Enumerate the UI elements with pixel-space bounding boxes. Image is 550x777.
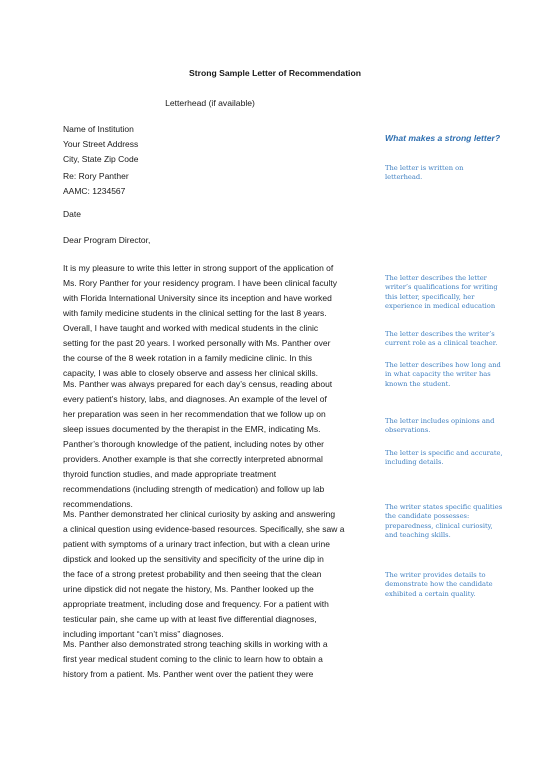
annotation-line: current role as a clinical teacher. <box>385 339 498 348</box>
paragraph-line: history from a patient. Ms. Panther went over the patient they were <box>63 669 314 679</box>
paragraph-line: appropriate treatment, including dose and frequency. For a patient with <box>63 599 329 609</box>
salutation-block <box>63 233 363 248</box>
annotation-line: The writer provides details to <box>385 571 486 579</box>
reference-line: AAMC: 1234567 <box>63 186 126 196</box>
annotation-line: in what capacity the writer has <box>385 370 491 379</box>
annotation-note <box>385 330 525 349</box>
address-line: Your Street Address <box>63 139 139 149</box>
paragraph-line: Ms. Rory Panther for your residency program. I have been clinical faculty <box>63 278 338 288</box>
annotation-note <box>385 274 525 312</box>
letterhead-placeholder: Letterhead (if available) <box>165 98 255 108</box>
annotation-line: exhibited a certain quality. <box>385 589 476 598</box>
paragraph-line: capacity, I was able to closely observe and assess her clinical skills. <box>63 368 318 378</box>
annotation-line: the candidate possesses: <box>385 512 470 521</box>
annotation-line: this letter, specifically, her <box>385 292 475 301</box>
annotation-note <box>385 571 525 599</box>
annotation-line: demonstrate how the candidate <box>385 580 493 589</box>
paragraph-line: providers. Another example is that she correctly interpreted abnormal <box>63 454 323 464</box>
annotation-note <box>385 449 525 468</box>
paragraph-line: Panther’s thorough knowledge of the patient, including notes by other <box>63 439 325 449</box>
paragraph-line: every patient’s history, labs, and diagnoses. An example of the level of <box>63 394 327 404</box>
address-block <box>63 122 363 167</box>
paragraph-line: thyroid function studies, and made appropriate treatment <box>63 469 277 479</box>
paragraph-4 <box>63 637 363 682</box>
paragraph-line: recommendations. <box>63 499 133 509</box>
paragraph-line: with family medicine students in the clinical setting for the last 8 years. <box>63 308 327 318</box>
annotation-line: The letter is written on <box>385 164 464 172</box>
paragraph-line: Ms. Panther demonstrated her clinical curiosity by asking and answering <box>63 509 336 519</box>
annotation-line: letterhead. <box>385 173 423 182</box>
paragraph-line: Ms. Panther was always prepared for each day’s census, reading about <box>63 379 333 389</box>
annotation-line: and teaching skills. <box>385 531 451 540</box>
annotation-line: observations. <box>385 426 431 435</box>
paragraph-3 <box>63 507 363 642</box>
paragraph-line: dipstick and looked up the sensitivity and specificity of the urine dip in <box>63 554 324 564</box>
paragraph-line: Ms. Panther also demonstrated strong teaching skills in working with a <box>63 639 328 649</box>
paragraph-line: a clinical question using evidence-based resources. Specifically, she saw a <box>63 524 345 534</box>
annotation-line: The writer states specific qualities <box>385 503 503 511</box>
date-line: Date <box>63 209 81 219</box>
paragraph-line: urine dipstick did not negate the history, Ms. Panther looked up the <box>63 584 314 594</box>
annotation-line: experience in medical education <box>385 302 496 311</box>
annotation-note <box>385 417 525 436</box>
annotation-line: The letter includes opinions and <box>385 417 495 425</box>
annotation-line: The letter is specific and accurate, <box>385 449 503 457</box>
paragraph-line: the face of a strong pretest probability and then seeing that the clean <box>63 569 322 579</box>
paragraph-1 <box>63 261 363 381</box>
paragraph-line: patient with symptoms of a urinary tract infection, but with a clean urine <box>63 539 330 549</box>
paragraph-line: her preparation was seen in her recommendation that we follow up on <box>63 409 326 419</box>
annotation-line: The letter describes the writer’s <box>385 330 495 338</box>
annotation-line: preparedness, clinical curiosity, <box>385 521 493 530</box>
reference-block <box>63 169 363 199</box>
paragraph-line: Overall, I have taught and worked with medical students in the clinic <box>63 323 319 333</box>
annotation-note <box>385 164 525 183</box>
annotation-line: The letter describes the letter <box>385 274 487 282</box>
paragraph-line: setting for the past 20 years. I worked personally with Ms. Panther over <box>63 338 331 348</box>
address-line: City, State Zip Code <box>63 154 139 164</box>
annotation-line: The letter describes how long and <box>385 361 501 369</box>
annotation-note <box>385 503 525 541</box>
paragraph-line: sleep issues documented by the therapist in the EMR, indicating Ms. <box>63 424 321 434</box>
paragraph-line: the course of the 8 week rotation in a family medicine clinic. In this <box>63 353 312 363</box>
paragraph-line: including important “can’t miss” diagnoses. <box>63 629 224 639</box>
salutation: Dear Program Director, <box>63 235 151 245</box>
address-line: Name of Institution <box>63 124 134 134</box>
paragraph-2 <box>63 377 363 512</box>
document-title: Strong Sample Letter of Recommendation <box>189 68 361 78</box>
paragraph-line: recommendations (including strength of medication) and follow up lab <box>63 484 325 494</box>
annotation-line: known the student. <box>385 379 451 388</box>
reference-line: Re: Rory Panther <box>63 171 129 181</box>
sidebar-heading: What makes a strong letter? <box>385 133 501 143</box>
annotation-note <box>385 361 525 389</box>
paragraph-line: first year medical student coming to the clinic to learn how to obtain a <box>63 654 323 664</box>
date-block <box>63 207 363 222</box>
paragraph-line: testicular pain, she came up with at least five differential diagnoses, <box>63 614 317 624</box>
annotation-line: including details. <box>385 458 444 467</box>
annotation-line: writer’s qualifications for writing <box>385 283 498 292</box>
paragraph-line: It is my pleasure to write this letter in strong support of the application of <box>63 263 334 273</box>
paragraph-line: with Florida International University since its inception and have worked <box>63 293 332 303</box>
